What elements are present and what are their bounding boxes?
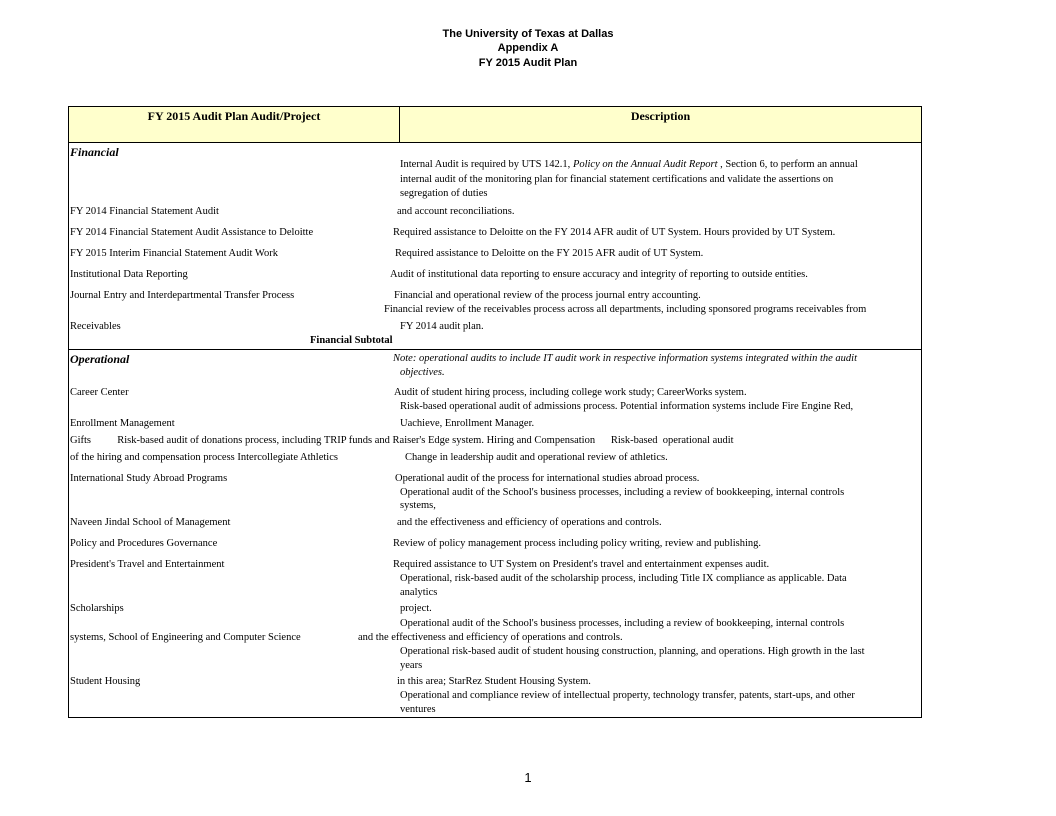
audit-project-name: International Study Abroad Programs [70,473,228,484]
description-text: Required assistance to UT System on President's travel and entertainment expenses audit. [393,559,770,570]
column-header-description: Description [630,109,691,123]
audit-project-name: Naveen Jindal School of Management [70,517,231,528]
audit-project-name: Journal Entry and Interdepartmental Transfer Process [70,290,295,301]
description-text: Audit of student hiring process, including college work study; CareerWorks system. [394,387,747,398]
description-text: internal audit of the monitoring plan for financial statement certifications and validate the assertions on [400,174,834,185]
audit-project-name: Student Housing [70,676,141,687]
description-text: Operational audit of the School's business processes, including a review of bookkeeping, internal controls [400,618,845,629]
description-text: FY 2014 audit plan. [400,321,484,332]
description-text: Audit of institutional data reporting to ensure accuracy and integrity of reporting to outside entities. [390,269,808,280]
description-text: Required assistance to Deloitte on the FY 2014 AFR audit of UT System. Hours provided by UT System. [393,227,836,238]
section-divider [68,349,922,350]
audit-project-name: Receivables [70,321,121,332]
description-text: Financial and operational review of the process journal entry accounting. [394,290,701,301]
description-text: and the effectiveness and efficiency of operations and controls. [358,632,623,643]
description-text: Uachieve, Enrollment Manager. [400,418,535,429]
document-subtitle: Appendix A [497,42,559,54]
document-title: The University of Texas at Dallas [442,28,614,40]
audit-project-name: FY 2014 Financial Statement Audit Assistance to Deloitte [70,227,314,238]
description-text: in this area; StarRez Student Housing System. [397,676,591,687]
audit-project-name: President's Travel and Entertainment [70,559,225,570]
audit-project-name: Career Center [70,387,129,398]
description-text: analytics [400,587,438,598]
description-text: Financial review of the receivables process across all departments, including sponsored programs receivables from [384,304,867,315]
description-text: Operational audit of the process for international studies abroad process. [395,473,700,484]
description-text: Operational, risk-based audit of the scholarship process, including Title IX compliance as applicable. Data [400,573,847,584]
description-text: and account reconciliations. [397,206,515,217]
audit-project-name: Scholarships [70,603,124,614]
description-text: ventures [400,704,436,715]
audit-project-row: of the hiring and compensation process Intercollegiate Athletics [70,452,338,463]
document-plan-title: FY 2015 Audit Plan [478,57,578,69]
section-heading-financial: Financial [70,145,119,159]
description-text: years [400,660,423,671]
description-text: Operational audit of the School's business processes, including a review of bookkeeping, internal controls [400,487,845,498]
description-text: Internal Audit is required by UTS 142.1, Policy on the Annual Audit Report , Section 6, to perform an annual [400,159,858,170]
description-text: Review of policy management process including policy writing, review and publishing. [393,538,762,549]
description-text: systems, [400,500,436,511]
description-text: Operational risk-based audit of student housing construction, planning, and operations. High growth in the last [400,646,865,657]
description-text: Required assistance to Deloitte on the FY 2015 AFR audit of UT System. [395,248,704,259]
description-text: and the effectiveness and efficiency of operations and controls. [397,517,662,528]
description-text: Operational and compliance review of intellectual property, technology transfer, patents, start-ups, and other [400,690,855,701]
operational-note: Note: operational audits to include IT audit work in respective information systems integrated within the audit [393,353,858,364]
description-text: project. [400,603,432,614]
description-text: segregation of duties [400,188,488,199]
section-heading-operational: Operational [70,352,130,366]
audit-project-row: Gifts Risk-based audit of donations process, including TRIP funds and Raiser's Edge system. Hiring and Compensation Risk-based operational audit [70,435,734,446]
operational-note: objectives. [400,367,445,378]
audit-project-name: systems, School of Engineering and Computer Science [70,632,301,643]
table-header-row [68,106,922,143]
description-text: Change in leadership audit and operational review of athletics. [405,452,668,463]
description-text: Risk-based operational audit of admissions process. Potential information systems include Fire Engine Red, [400,401,854,412]
page-number: 1 [524,770,532,785]
column-header-audit-project: FY 2015 Audit Plan Audit/Project [147,109,321,123]
audit-project-name: Institutional Data Reporting [70,269,188,280]
audit-project-name: Policy and Procedures Governance [70,538,218,549]
financial-subtotal-label: Financial Subtotal [310,335,393,346]
audit-project-name: FY 2014 Financial Statement Audit [70,206,219,217]
audit-project-name: FY 2015 Interim Financial Statement Audit Work [70,248,278,259]
audit-project-name: Enrollment Management [70,418,175,429]
